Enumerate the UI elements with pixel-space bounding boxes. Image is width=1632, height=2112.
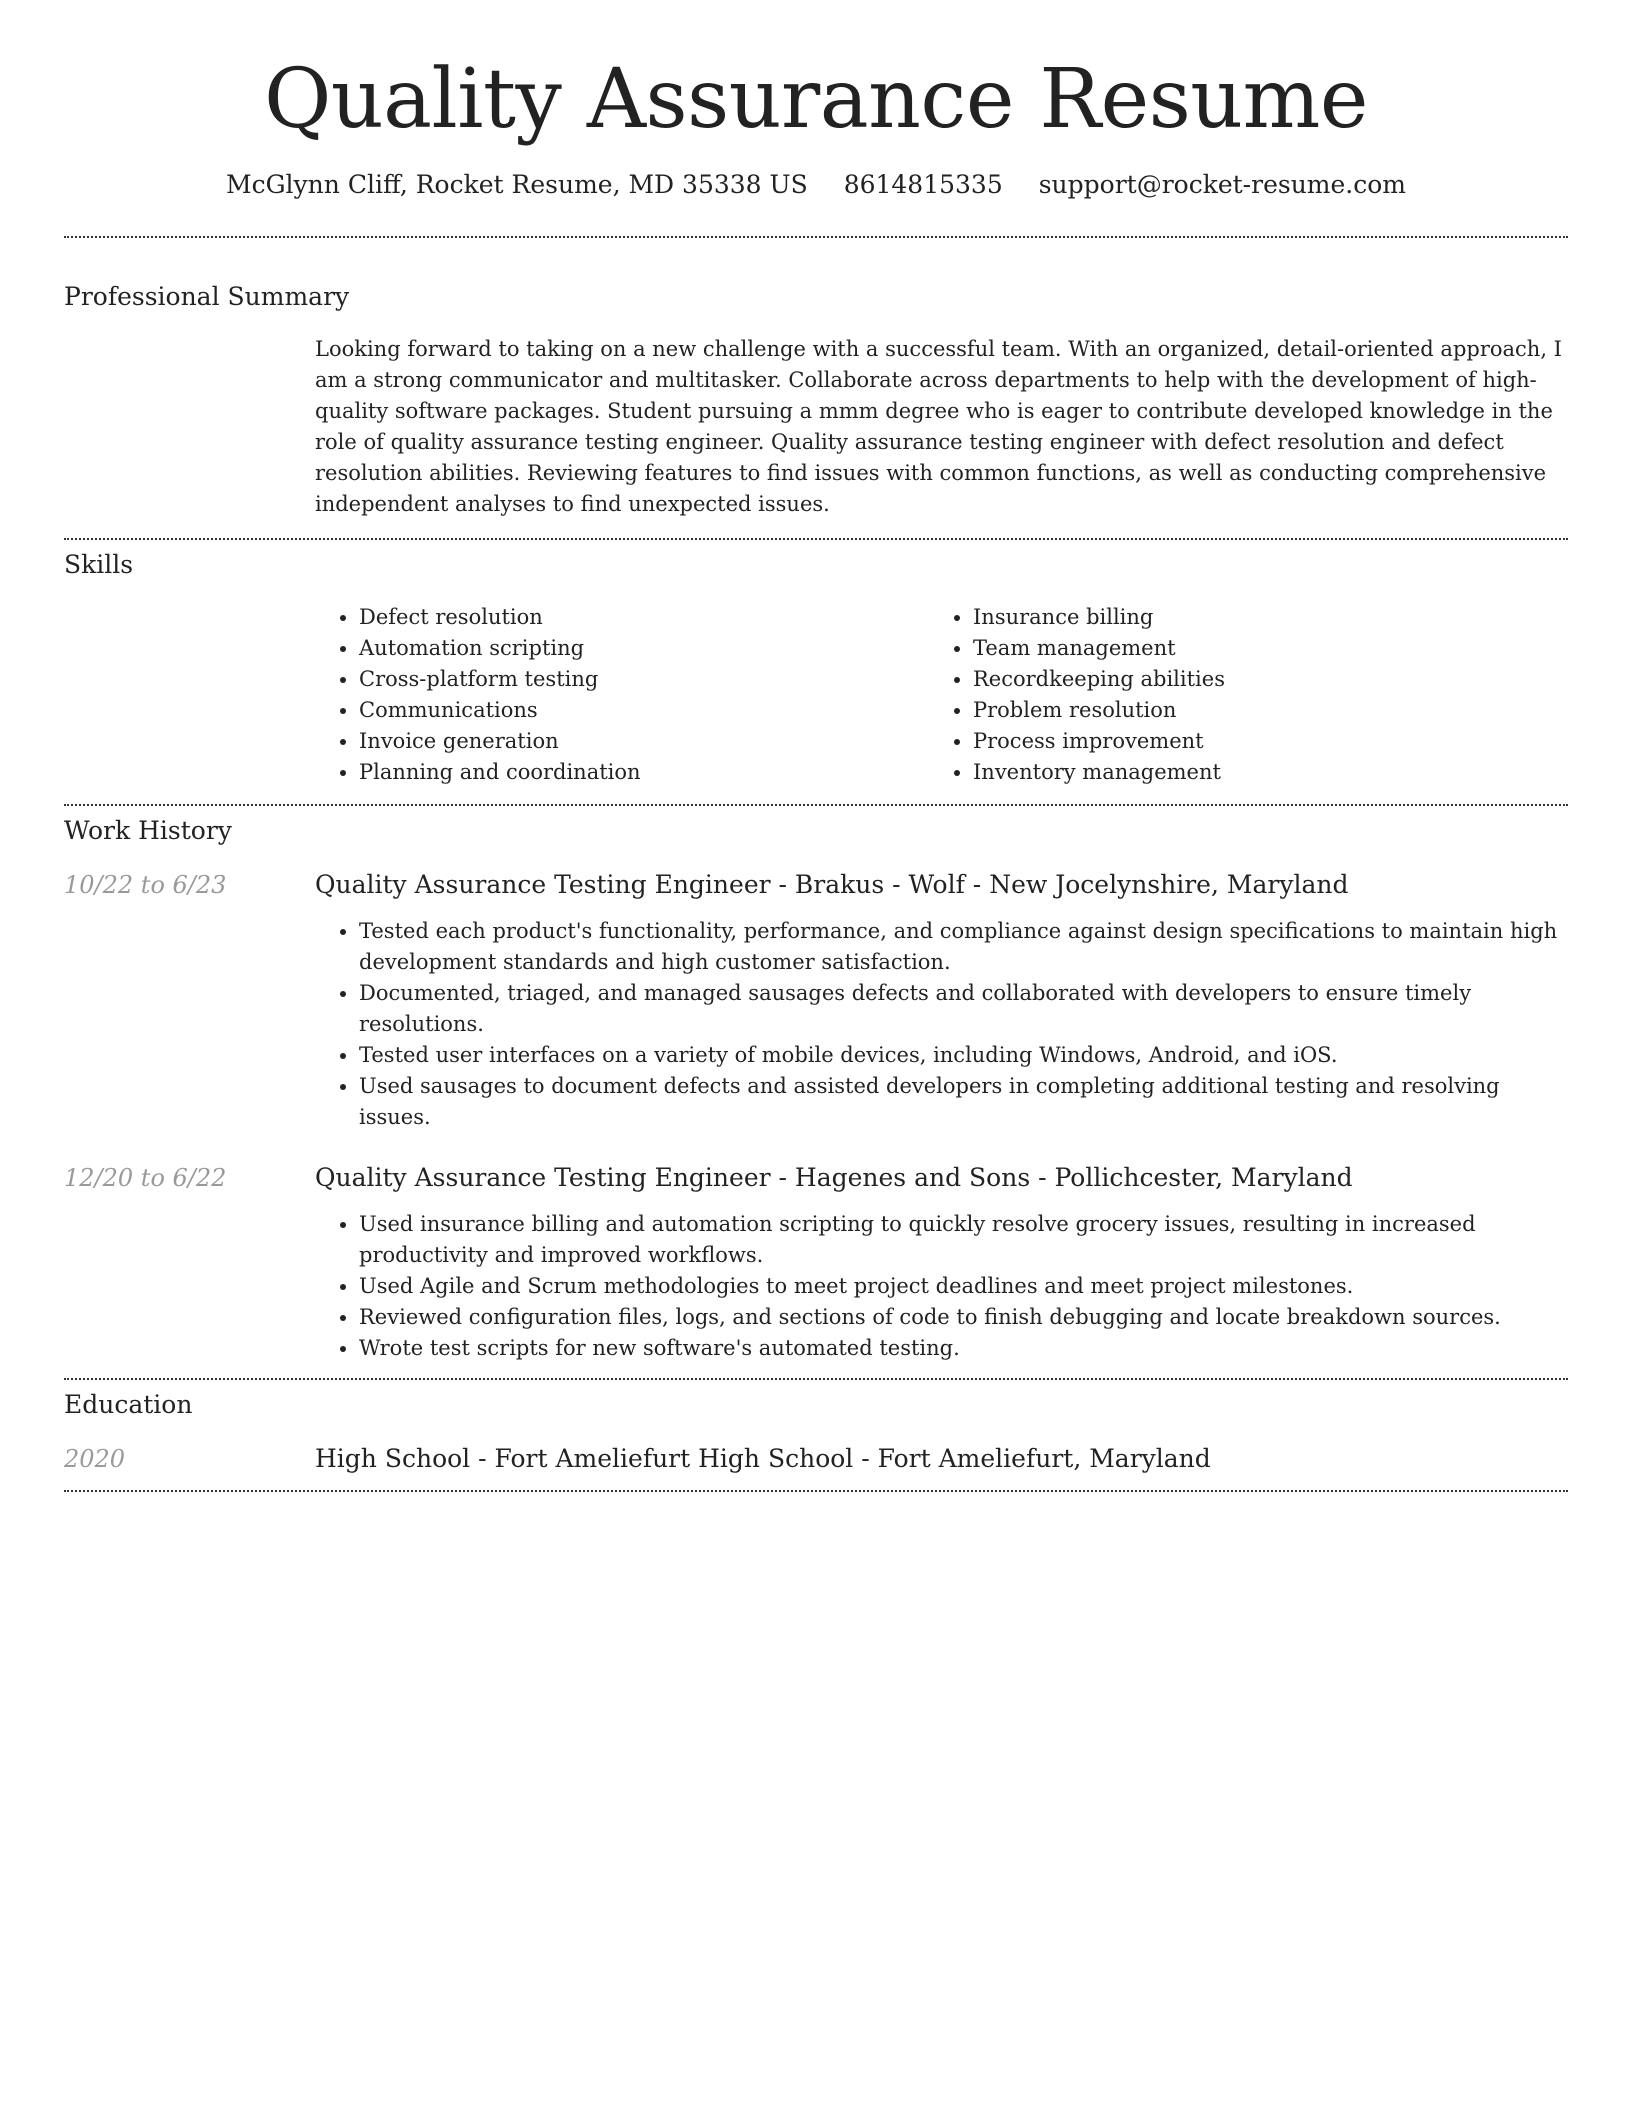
job-bullet: • Used Agile and Scrum methodologies to meet project deadlines and meet project milestones. [359, 1271, 1568, 1302]
education-entry [64, 1442, 1568, 1476]
skill-item: • Inventory management [973, 757, 1543, 788]
job-bullet: • Tested user interfaces on a variety of mobile devices, including Windows, Android, and iOS. [359, 1040, 1568, 1071]
contact-phone: 8614815335 [843, 170, 1003, 199]
contact-line [64, 168, 1568, 202]
summary-text: Looking forward to taking on a new challenge with a successful team. With an organized, detail-oriented approach, I am a strong communicator and multitasker. Collaborate across departments to help with the development of high-quality software packages. Student pursuing a mmm degree who is eager to contribute developed knowledge in the role of quality assurance testing engineer. Quality assurance testing engineer with defect resolution and defect resolution abilities. Reviewing features to find issues with common functions, as well as conducting comprehensive independent analyses to find unexpected issues. [315, 337, 1562, 516]
skill-item: • Insurance billing [973, 602, 1543, 633]
job-bullet: • Wrote test scripts for new software's automated testing. [359, 1333, 1568, 1364]
skill-item: • Process improvement [973, 726, 1543, 757]
job-bullet: • Used insurance billing and automation scripting to quickly resolve grocery issues, resulting in increased productivity and improved workflows. [359, 1209, 1568, 1271]
skills-heading: Skills [64, 550, 134, 579]
education-dates: 2020 [64, 1445, 126, 1473]
skills-list-right [929, 602, 1543, 788]
job-dates: 12/20 to 6/22 [64, 1164, 227, 1192]
skill-item: • Problem resolution [973, 695, 1543, 726]
work-section [64, 806, 1568, 1364]
skills-list-left [315, 602, 929, 788]
job-bullet: • Used sausages to document defects and assisted developers in completing additional testing and resolving issues. [359, 1071, 1568, 1133]
skill-item: • Defect resolution [359, 602, 929, 633]
job-entry [64, 868, 1568, 1133]
contact-address: McGlynn Cliff, Rocket Resume, MD 35338 US [225, 170, 808, 199]
summary-heading: Professional Summary [64, 282, 350, 311]
skills-section [64, 540, 1568, 788]
resume-title: Quality Assurance Resume [264, 52, 1368, 147]
job-title: Quality Assurance Testing Engineer - Hagenes and Sons - Pollichcester, Maryland [315, 1163, 1353, 1192]
job-bullet: • Reviewed configuration files, logs, and sections of code to finish debugging and locate breakdown sources. [359, 1302, 1568, 1333]
skill-item: • Recordkeeping abilities [973, 664, 1543, 695]
skill-item: • Cross-platform testing [359, 664, 929, 695]
education-title: High School - Fort Ameliefurt High School - Fort Ameliefurt, Maryland [315, 1444, 1211, 1473]
skill-item: • Automation scripting [359, 633, 929, 664]
summary-section [64, 238, 1568, 520]
contact-email: support@rocket-resume.com [1038, 170, 1407, 199]
section-divider [64, 1490, 1568, 1492]
job-dates: 10/22 to 6/23 [64, 871, 227, 899]
skill-item: • Team management [973, 633, 1543, 664]
job-title: Quality Assurance Testing Engineer - Brakus - Wolf - New Jocelynshire, Maryland [315, 870, 1349, 899]
resume-page [64, 0, 1568, 1492]
job-entry [64, 1161, 1568, 1364]
job-bullet: • Documented, triaged, and managed sausages defects and collaborated with developers to ensure timely resolutions. [359, 978, 1568, 1040]
job-bullets [315, 916, 1568, 1133]
education-section [64, 1380, 1568, 1476]
skill-item: • Invoice generation [359, 726, 929, 757]
education-heading: Education [64, 1390, 193, 1419]
job-bullets [315, 1209, 1568, 1364]
skill-item: • Communications [359, 695, 929, 726]
work-heading: Work History [64, 816, 232, 845]
job-bullet: • Tested each product's functionality, performance, and compliance against design specifications to maintain high development standards and high customer satisfaction. [359, 916, 1568, 978]
skill-item: • Planning and coordination [359, 757, 929, 788]
